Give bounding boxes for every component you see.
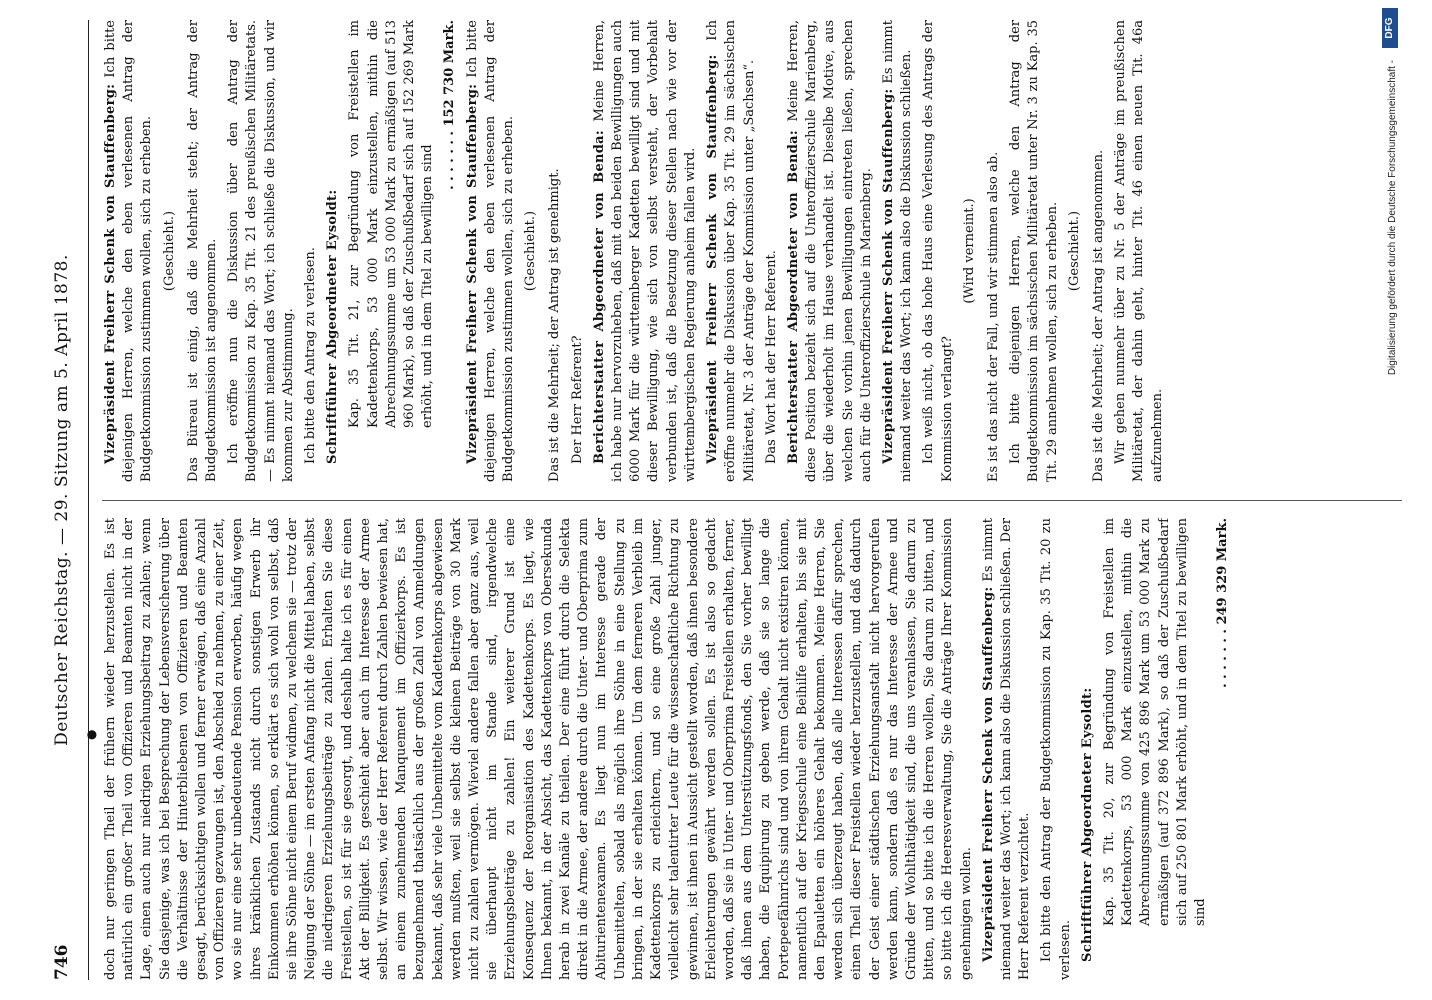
paragraph (225, 20, 298, 482)
paragraph (185, 20, 221, 482)
speaker-name: Vizepräsident Freiherr Schenk von Stauffenberg: (880, 88, 896, 464)
paragraph-text: . . . . . . . 152 730 Mark. (442, 20, 458, 190)
paragraph (1079, 518, 1097, 980)
dfg-logo: DFG (1382, 8, 1398, 48)
paragraph-text: Meine Herren, diese Position bezieht sich auf die Unteroffizierschule Marienberg, über die wiederholt im Hause verhandelt ist. Dieselbe Motive, aus welchen Sie vorhin jenen Bewilligungen eintreten ließen, sprechen auch für die Unteroffizierschule in Marienberg. (785, 20, 874, 482)
paragraph (920, 20, 956, 482)
paragraph-text: Ich weiß nicht, ob das hohe Haus eine Verlesung des Antrags der Kommission verlangt? (921, 20, 955, 482)
paragraph-text: Der Herr Referent? (569, 335, 585, 464)
footer-text: Digitalisierung gefördert durch die Deutsche Forschungsgemeinschaft - (1387, 60, 1398, 376)
paragraph-text: Ich bitte diejenigen Herren, welche den eben verlesenen Antrag der Budgetkommission zustimmen wollen, sich zu erheben. (464, 20, 517, 482)
paragraph (1090, 20, 1108, 482)
paragraph-text: Ich bitte diejenigen Herren, welche den eben verlesenen Antrag der Budgetkommission zustimmen wollen, sich zu erheben. (103, 20, 155, 482)
motion-text (346, 20, 437, 482)
paragraph (569, 20, 587, 482)
motion-sum (1214, 518, 1232, 980)
paragraph-text: doch nur geringen Theil der frühern wieder herzustellen. Es ist natürlich ein großer Theil von Offizieren und Beamten nicht in der Lage, einen auch nur niedrigen Erziehungsbeitrag zu zahlen; wenn Sie dasjenige, was ich bei Besprechung der Lebensversicherung über die Verhältnisse der Hinterbliebenen von Offizieren und Beamten gesagt, berücksichtigen wollen und ferner erwägen, daß eine Anzahl von Offizieren gezwungen ist, den Abschied zu nehmen, zu einer Zeit, wo sie nur eine sehr unbedeutende Pension erworben, häufig wegen ihres kränklichen Zustands nicht durch sonstigen Erwerb ihr Einkommen erhöhen können, so erklärt es sich wohl von selbst, daß sie ihre Söhne nicht einem Beruf widmen, zu welchem sie — trotz der Neigung der Söhne — im ersten Anfang nicht die Mittel haben, selbst die niedrigeren Erziehungsbeiträge zu zahlen. Erhalten Sie diese Freistellen, so ist für sie gesorgt, und deshalb halte ich es für einen Akt der Billigkeit. Es geschieht aber auch im Interesse der Armee selbst. Wir wissen, wie der Herr Referent durch Zahlen bewiesen hat, an einem zunehmenden Manquement im Offizierkorps. Es ist bezugnehmend thatsächlich aus der großen Zahl von Anmeldungen bekannt, daß sehr viele Unbemittelte vom Kadettenkorps abgewiesen werden mußten, weil sie selbst die kleinen Beiträge von 30 Mark nicht zu zahlen vermögen. Wieviel andere fallen aber ganz aus, weil sie überhaupt nicht im Stande sind, irgendwelche Erziehungsbeiträge zu zahlen! Ein weiterer Grund ist eine Konsequenz der Reorganisation des Kadettenkorps. Es liegt, wie Ihnen bekannt, in der Absicht, das Kadettenkorps von Obersekunda herab in zwei Kanäle zu theilen. Der eine führt durch die Selekta direkt in die Armee, der andere durch die Unter- und Oberprima zum Abiturientenexamen. Es liegt nun im Interesse gerade der Unbemittelten, sobald als möglich ihre Söhne in eine Stellung zu bringen, in der sie erhalten können. Um dem ferneren Verbleib im Kadettenkorps zu erleichtern, und so eine große Zahl junger, vielleicht sehr talentirter Leute für die wissenschaftliche Richtung zu gewinnen, ist ihnen in Aussicht gestellt worden, daß ihnen besondere Erleichterungen gewährt werden sollen. Es ist also so gedacht worden, daß sie in Unter- und Oberprima Freistellen erhalten, ferner, daß ihnen aus dem Unterstützungsfonds, den Sie vorher bewilligt haben, die Equipirung zu geben werde, daß sie so lange die Portepeefähnrichs sind und von ihrem Gehalt nicht existiren können, namentlich auf der Kriegsschule eine Beihilfe erhalten, bis sie mit den Epauletten ein höheres Gehalt bekommen. Meine Herren, Sie werden sich überzeugt haben, daß alle Interessen dafür sprechen, einen Theil dieser Freistellen wieder herzustellen, und daß dadurch der Geist einer städtischen Erziehungsanstalt nicht hervorgerufen werden kann, sondern daß es nur das Interesse der Armee und Gründe der Wohlthätigkeit sind, die uns veranlassen, Sie darum zu bitten, und so bitte ich die Herren wollen, Sie darum zu bitten, und so bitte ich die Heeresverwaltung, Sie die Anträge Ihrer Kommission genehmigen wollen. (103, 518, 974, 980)
paragraph-text: Ich bitte diejenigen Herren, welche den Antrag der Budgetkommission im sächsischen Militäretat unter Nr. 3 zu Kap. 35 Tit. 29 annehmen wollen, sich zu erheben. (1008, 20, 1060, 482)
page-number: 746 (52, 944, 72, 980)
paragraph-text: Das Wort hat der Herr Referent. (763, 250, 779, 464)
paragraph-text: Das ist die Mehrheit; der Antrag ist genehmigt. (547, 168, 563, 482)
paragraph (880, 20, 916, 482)
paragraph (704, 20, 759, 482)
paragraph-text: Wir gehen nunmehr über zu Nr. 5 der Anträge im preußischen Militäretat, der dahin geht, hinter Tit. 46 einen neuen Tit. 46a aufzunehmen. (1113, 20, 1165, 482)
paragraph-text: Ich eröffne nun die Diskussion über den Antrag der Budgetkommission zu Kap. 35 Tit. 21 des preußischen Militäretats. — Es nimmt niemand das Wort; ich schließe die Diskussion, und wir kommen zur Abstimmung. (226, 20, 296, 482)
header-bullet: ● (84, 729, 98, 740)
speaker-name: Vizepräsident Freiherr Schenk von Stauffenberg: (464, 83, 480, 464)
paragraph (546, 20, 564, 482)
header-title: Deutscher Reichstag. — 29. Sitzung am 5. April 1878. (52, 254, 72, 746)
paragraph-text: Ich bitte den Antrag der Budgetkommission zu Kap. 35 Tit. 20 zu verlesen. (1039, 518, 1073, 980)
paragraph (1038, 518, 1074, 980)
paragraph (763, 20, 781, 482)
paragraph (1112, 20, 1167, 482)
page-content (40, 20, 1410, 980)
paragraph-text: Es nimmt niemand weiter das Wort; ich kann also die Diskussion schließen. Der Herr Referent verzichtet. (980, 518, 1033, 980)
speaker-name: Vizepräsident Freiherr Schenk von Stauffenberg: (103, 83, 118, 464)
paragraph (324, 20, 342, 482)
speaker-name: Vizepräsident Freiherr Schenk von Stauffenberg: (980, 586, 996, 962)
paragraph (302, 20, 320, 482)
stage-direction (522, 20, 540, 482)
left-column (102, 518, 1402, 980)
paragraph (985, 20, 1003, 482)
paragraph-text: (Wird verneint.) (961, 198, 977, 304)
paragraph-text: Das ist die Mehrheit; der Antrag ist angenommen. (1090, 149, 1106, 482)
paragraph-text: (Geschieht.) (1066, 210, 1082, 292)
right-column (102, 20, 1402, 482)
stage-direction (161, 20, 179, 482)
paragraph-text: Meine Herren, ich habe nur hervorzuheben, daß mit den beiden Bewilligungen auch 6000 Mark für die württemberger Kadetten bewilligt sind und mit dieser Bewilligung, wie sich von selbst versteht, der Vorbehalt verbunden ist, daß die Besetzung dieser Stellen nach wie vor der württembergischen Regierung anheim fallen wird. (591, 20, 698, 482)
paragraph-text: Ich eröffne nunmehr die Diskussion über Kap. 35 Tit. 29 im sächsischen Militäretat, Nr. 3 der Anträge der Kommission unter „Sachsen“. (705, 20, 757, 482)
stage-direction (1066, 20, 1084, 482)
paragraph (1007, 20, 1062, 482)
speaker-name: Schriftführer Abgeordneter Eysoldt: (1079, 687, 1095, 962)
paragraph (102, 518, 976, 980)
page-header (40, 20, 98, 980)
footer (1378, 0, 1408, 1000)
paragraph-text: (Geschieht.) (161, 210, 177, 292)
speaker-name: Vizepräsident Freiherr Schenk von Stauffenberg: (705, 54, 721, 464)
speaker-name: Berichterstatter Abgeordneter von Benda: (785, 130, 801, 464)
speaker-name: Berichterstatter Abgeordneter von Benda: (591, 130, 607, 464)
paragraph-text: Kap. 35 Tit. 20, zur Begründung von Freistellen im Kadettenkorps, 53 000 Mark einzustellen, mithin die Abrechnungssumme von 425 896 Mark um 53 000 Mark zu ermäßigen (auf 372 896 Mark), so daß der Zuschußbedarf sich auf 250 801 Mark erhöht, und in dem Titel zu bewilligen sind (1101, 518, 1208, 926)
paragraph-text: Kap. 35 Tit. 21, zur Begründung von Freistellen im Kadettenkorps, 53 000 Mark einzustellen, mithin die Abrechnungssumme um 53 000 Mark zu ermäßigen (auf 513 960 Mark), so daß der Zuschußbedarf sich auf 152 269 Mark erhöht, und in dem Titel zu bewilligen sind (347, 20, 436, 428)
paragraph (102, 20, 157, 482)
paragraph-text: Es ist das nicht der Fall, und wir stimmen also ab. (985, 151, 1001, 482)
paragraph-text: . . . . . . . 249 329 Mark. (1215, 518, 1231, 688)
paragraph (785, 20, 876, 482)
paragraph (591, 20, 700, 482)
paragraph-text: Ich bitte den Antrag zu verlesen. (303, 247, 319, 464)
column-divider (102, 500, 1402, 501)
paragraph-text: (Geschieht.) (523, 210, 539, 292)
text-columns (102, 20, 1402, 980)
paragraph-text: Es nimmt niemand weiter das Wort; ich kann also die Diskussion schließen. (880, 20, 915, 482)
paragraph-text: Das Büreau ist einig, daß die Mehrheit steht; der Antrag der Budgetkommission ist angenommen. (185, 20, 220, 482)
stage-direction (961, 20, 979, 482)
motion-text (1101, 518, 1210, 980)
paragraph (980, 518, 1035, 980)
speaker-name: Schriftführer Abgeordneter Eysoldt: (325, 189, 341, 464)
motion-sum (441, 20, 459, 482)
paragraph (464, 20, 519, 482)
